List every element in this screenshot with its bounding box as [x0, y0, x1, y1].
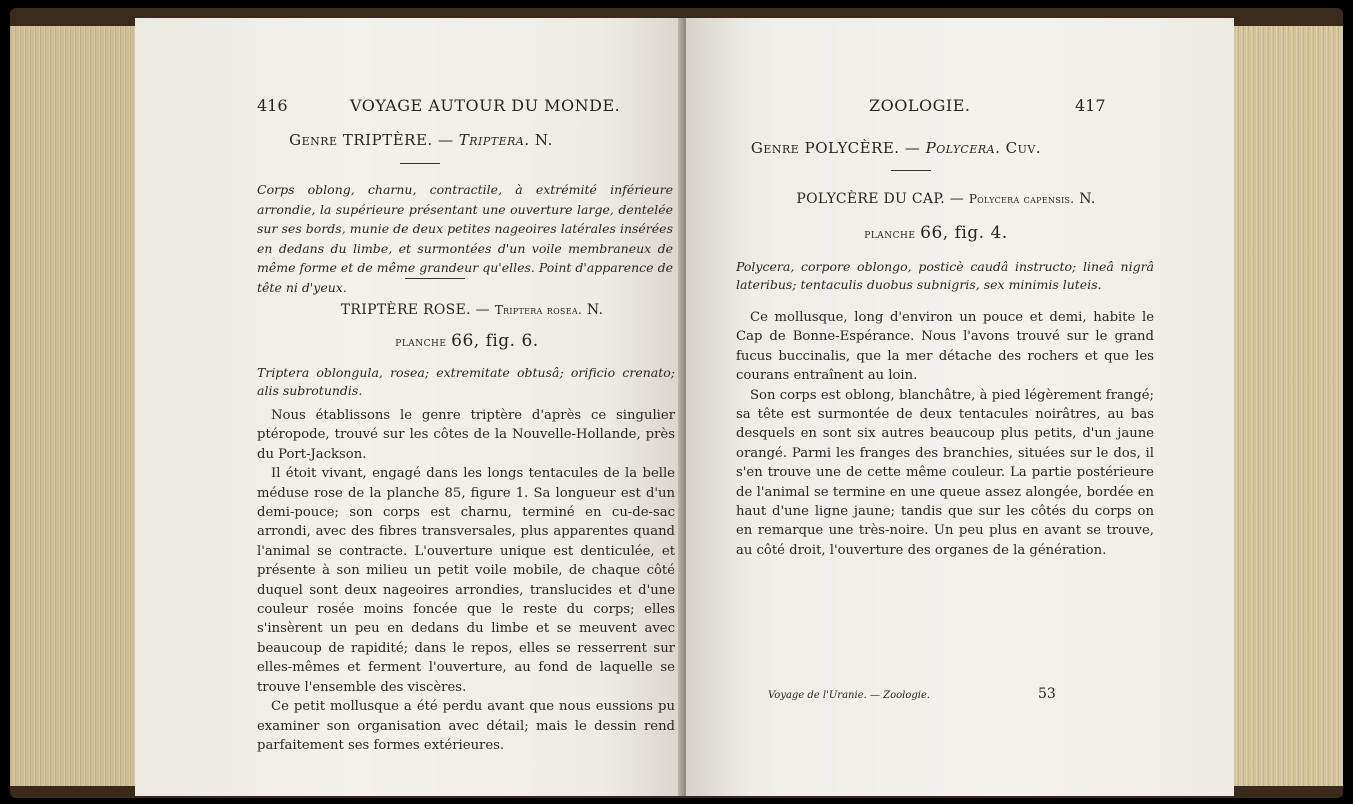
- latin-diagnosis: Polycera, corpore oblongo, posticè caudâ instructo; lineâ nigrâ lateribus; tentaculis duobus subnigris, sex minimis luteis.: [736, 259, 1154, 292]
- genus-description: Corps oblong, charnu, contractile, à extrémité inférieure arrondie, la supérieure présentant une ouverture large, dentelée sur ses bords, munie de deux petites nageoires latérales insérées en dedans du limbe, et surmontées d'un voile membraneux de même forme et de même grandeur qu'elles. Point d'apparence de tête ni d'yeux.: [257, 182, 673, 295]
- species-latin: Polycera capensis.: [968, 192, 1075, 206]
- genre-dash: —: [437, 131, 454, 149]
- planche-fig: , fig. 4.: [942, 223, 1008, 243]
- left-page-edges: [10, 26, 142, 786]
- paragraph: Nous établissons le genre triptère d'après ce singulier ptéropode, trouvé sur les côtes de la Nouvelle-Hollande, près du Port-Jackson.: [257, 408, 675, 462]
- species-dash: —: [949, 191, 965, 207]
- planche-label: planche: [864, 227, 916, 242]
- species-name: POLYCÈRE DU CAP.: [796, 191, 945, 207]
- genre-latin: Triptera.: [458, 131, 530, 149]
- planche-reference: [736, 223, 1136, 243]
- right-page-edges: [1223, 26, 1343, 786]
- footer-signature-mark: 53: [1038, 686, 1056, 702]
- paragraph: Ce mollusque, long d'environ un pouce et demi, habite le Cap de Bonne-Espérance. Nous l'avons trouvé sur le grand fucus buccinalis, que la mer détache des rochers et que les courans entraînent au loin.: [736, 310, 1154, 384]
- planche-number: 66: [451, 331, 474, 351]
- genre-author: N.: [534, 131, 553, 149]
- latin-diagnosis: Triptera oblongula, rosea; extremitate obtusâ; orificio crenato; alis subrotundis.: [257, 365, 675, 398]
- genre-latin: Polycera.: [925, 139, 1001, 157]
- species-author: N.: [1079, 191, 1096, 207]
- right-page: [686, 18, 1234, 796]
- planche-fig: , fig. 6.: [473, 331, 539, 351]
- species-latin: Triptera rosea.: [494, 303, 583, 317]
- divider-rule: [891, 170, 931, 171]
- genre-heading-polycere: [726, 139, 1066, 157]
- right-body-text: [736, 308, 1154, 560]
- left-running-head: VOYAGE AUTOUR DU MONDE.: [350, 96, 621, 115]
- planche-reference: [257, 331, 677, 351]
- species-name: TRIPTÈRE ROSE.: [340, 302, 471, 318]
- right-running-head: ZOOLOGIE.: [869, 96, 971, 115]
- genre-author: Cuv.: [1005, 139, 1042, 157]
- genre-heading-triptere: [257, 131, 585, 149]
- paragraph: Il étoit vivant, engagé dans les longs tentacules de la belle méduse rose de la planche 85, figure 1. Sa longueur est d'un demi-pouce; son corps est charnu, terminé en cu-de-sac arrondi, avec des fibres transversales, plus apparentes quand l'animal se contracte. L'ouverture unique est denticulée, et présente à son milieu un petit voile mobile, de chaque côté duquel sont deux nageoires arrondies, translucides et d'une couleur rosée moins foncée que le reste du corps; elles s'insèrent un peu en dedans du limbe et se meuvent avec beaucoup de rapidité; dans le repos, elles se resserrent sur elles-mêmes et ferment l'ouverture, au fond de laquelle se trouve l'ensemble des viscères.: [257, 466, 675, 695]
- right-page-number: 417: [1075, 96, 1106, 115]
- genre-prefix: Genre: [750, 139, 800, 157]
- genre-prefix: Genre: [289, 131, 338, 149]
- open-book: [10, 8, 1343, 798]
- divider-rule: [405, 278, 465, 279]
- species-heading-polycere-du-cap: [746, 191, 1146, 207]
- species-author: N.: [586, 302, 604, 318]
- species-heading-triptere-rose: [257, 302, 687, 318]
- divider-rule: [400, 163, 440, 164]
- genre-dash: —: [904, 139, 921, 157]
- paragraph: Ce petit mollusque a été perdu avant que nous eussions pu examiner son organisation avec détail; mais le dessin rend parfaitement ses formes extérieures.: [257, 699, 675, 753]
- planche-number: 66: [920, 223, 943, 243]
- paragraph: Son corps est oblong, blanchâtre, à pied légèrement frangé; sa tête est surmontée de deux tentacules noirâtres, au bas desquels en sont six autres beaucoup plus petits, d'un jaune orangé. Parmi les franges des branchies, situées sur le dos, il s'en trouve une de cette même couleur. La partie postérieure de l'animal se termine en une queue assez alongée, bordée en haut d'une ligne jaune; tandis que sur les côtés du corps on en remarque une très-noire. Un peu plus en avant se trouve, au côté droit, l'ouverture des organes de la génération.: [736, 387, 1154, 558]
- species-dash: —: [475, 302, 490, 318]
- left-page: [135, 18, 683, 796]
- genre-name: POLYCÈRE.: [804, 139, 900, 157]
- genre-name: TRIPTÈRE.: [342, 131, 433, 149]
- left-page-number: 416: [257, 96, 288, 115]
- planche-label: planche: [395, 335, 447, 350]
- left-body-text: [257, 406, 675, 755]
- footer-signature-line: Voyage de l'Uranie. — Zoologie.: [768, 690, 931, 701]
